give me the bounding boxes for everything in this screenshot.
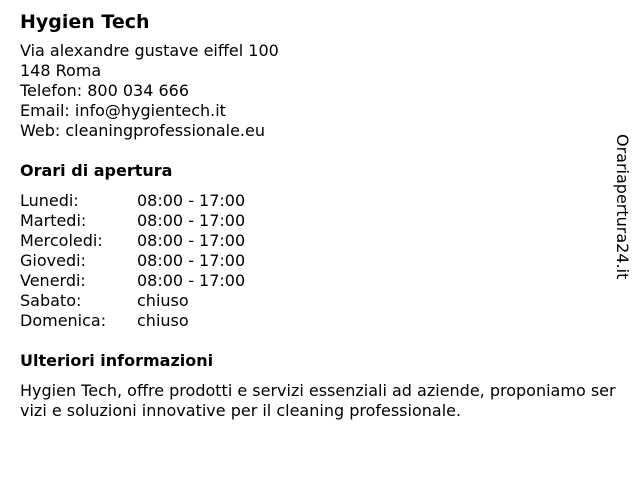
info-heading: Ulteriori informazioni [20, 351, 214, 370]
hours-time: 08:00 - 17:00 [137, 191, 246, 210]
hours-day: Lunedi: [20, 191, 79, 210]
watermark-label: Orariapertura24.it [613, 134, 632, 280]
hours-day: Mercoledi: [20, 231, 103, 250]
hours-day: Giovedi: [20, 251, 86, 270]
hours-row-sabato [20, 291, 620, 311]
address-line-1: Via alexandre gustave eiffel 100 [20, 41, 279, 60]
web-line: Web: cleaningprofessionale.eu [20, 121, 265, 140]
hours-day: Venerdi: [20, 271, 86, 290]
address-line-2: 148 Roma [20, 61, 102, 80]
phone-line: Telefon: 800 034 666 [20, 81, 190, 100]
email-line: Email: info@hygientech.it [20, 101, 226, 120]
business-card [20, 10, 620, 421]
hours-time: chiuso [137, 291, 189, 310]
hours-day: Martedi: [20, 211, 87, 230]
hours-row-lunedi [20, 191, 620, 211]
hours-row-martedi [20, 211, 620, 231]
hours-row-giovedi [20, 251, 620, 271]
hours-day: Domenica: [20, 311, 107, 330]
hours-time: 08:00 - 17:00 [137, 211, 246, 230]
hours-time: 08:00 - 17:00 [137, 271, 246, 290]
opening-hours-table [20, 191, 620, 331]
hours-row-venerdi [20, 271, 620, 291]
hours-row-mercoledi [20, 231, 620, 251]
hours-time: 08:00 - 17:00 [137, 231, 246, 250]
contact-block [20, 41, 620, 141]
info-description: Hygien Tech, offre prodotti e servizi essenziali ad aziende, proponiamo servizi e soluzioni innovative per il cleaning professionale. [20, 381, 616, 420]
business-name: Hygien Tech [20, 11, 150, 33]
hours-day: Sabato: [20, 291, 82, 310]
hours-time: chiuso [137, 311, 189, 330]
hours-time: 08:00 - 17:00 [137, 251, 246, 270]
hours-row-domenica [20, 311, 620, 331]
hours-heading: Orari di apertura [20, 161, 173, 180]
